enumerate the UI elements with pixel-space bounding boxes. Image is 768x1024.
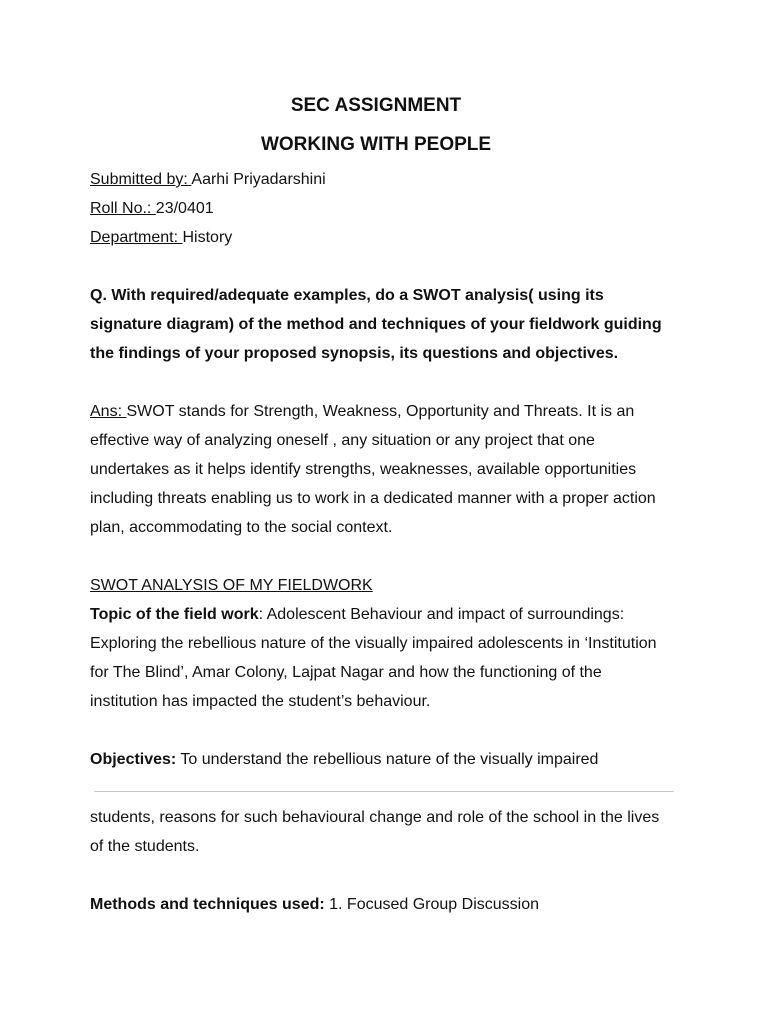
document-subtitle: WORKING WITH PEOPLE — [260, 134, 492, 155]
submitted-by-line — [90, 170, 326, 190]
topic-line: Exploring the rebellious nature of the visually impaired adolescents in ‘Institution — [90, 635, 657, 652]
department-label: Department: — [90, 229, 183, 246]
page-break-divider — [94, 791, 674, 792]
submitted-by-label: Submitted by: — [90, 171, 192, 188]
department-line — [90, 228, 232, 248]
objectives-label: Objectives: — [90, 751, 177, 768]
roll-no-value: 23/0401 — [155, 200, 214, 217]
objectives-text: To understand the rebellious nature of the visually impaired — [176, 751, 599, 768]
topic-label: Topic of the field work — [90, 606, 259, 623]
roll-no-line — [90, 199, 214, 219]
answer-line: effective way of analyzing oneself , any situation or any project that one — [90, 432, 595, 449]
topic-line: institution has impacted the student’s behaviour. — [90, 693, 431, 710]
question-line: the findings of your proposed synopsis, its questions and objectives. — [90, 345, 619, 362]
roll-no-label: Roll No.: — [90, 200, 156, 217]
answer-line: plan, accommodating to the social context. — [90, 519, 393, 536]
answer-line: including threats enabling us to work in a dedicated manner with a proper action — [90, 490, 656, 507]
document-title: SEC ASSIGNMENT — [290, 95, 462, 116]
methods-text: 1. Focused Group Discussion — [324, 896, 540, 913]
objectives-line: students, reasons for such behavioural change and role of the school in the lives — [90, 809, 660, 826]
methods-line — [90, 895, 539, 915]
submitted-by-value: Aarhi Priyadarshini — [191, 171, 326, 188]
objectives-line — [90, 750, 598, 770]
objectives-line: of the students. — [90, 838, 200, 855]
department-value: History — [182, 229, 233, 246]
answer-line — [90, 402, 634, 422]
topic-text: : Adolescent Behaviour and impact of surroundings: — [258, 606, 625, 623]
answer-line: undertakes as it helps identify strengths, weaknesses, available opportunities — [90, 461, 637, 478]
methods-label: Methods and techniques used: — [90, 896, 325, 913]
topic-line — [90, 605, 624, 625]
answer-label: Ans: — [90, 403, 127, 420]
swot-heading: SWOT ANALYSIS OF MY FIELDWORK — [90, 577, 373, 594]
question-line: signature diagram) of the method and techniques of your fieldwork guiding — [90, 316, 662, 333]
answer-text: SWOT stands for Strength, Weakness, Opportunity and Threats. It is an — [126, 403, 635, 420]
topic-line: for The Blind’, Amar Colony, Lajpat Nagar and how the functioning of the — [90, 664, 602, 681]
question-line: Q. With required/adequate examples, do a SWOT analysis( using its — [90, 287, 604, 304]
